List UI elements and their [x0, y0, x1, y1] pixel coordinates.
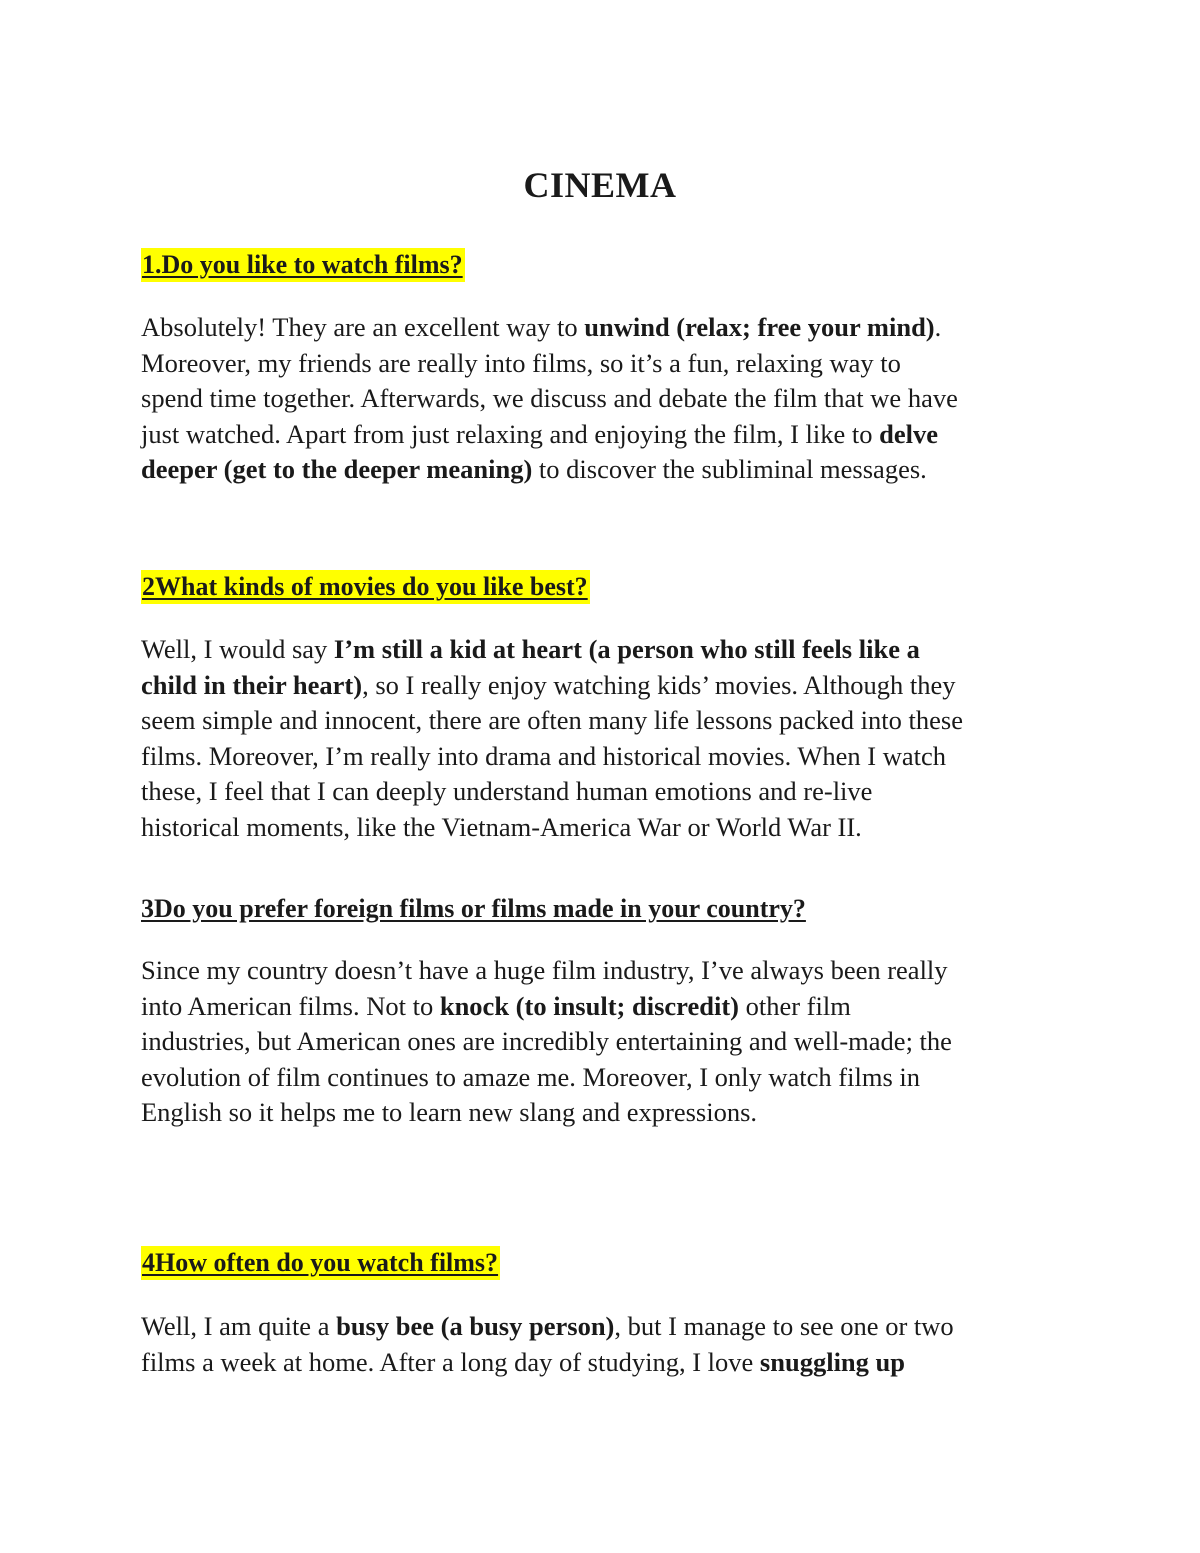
vocabulary-term: child in their heart): [141, 669, 363, 700]
answer-1-paragraph: [141, 310, 1071, 488]
answer-line: [141, 632, 1071, 668]
text-run: spend time together. Afterwards, we discuss and debate the film that we have: [141, 383, 958, 413]
text-run: historical moments, like the Vietnam-America War or World War II.: [141, 811, 862, 842]
text-run: Absolutely! They are an excellent way to: [141, 312, 585, 342]
text-run: seem simple and innocent, there are often many life lessons packed into these: [141, 705, 963, 735]
vocabulary-term: deeper (get to the deeper meaning): [141, 454, 533, 484]
answer-line: [141, 953, 1071, 989]
text-run: other film: [738, 990, 851, 1021]
answer-line: [141, 989, 1071, 1025]
question-1-heading: 1.Do you like to watch films?: [141, 248, 465, 282]
question-2-heading: 2What kinds of movies do you like best?: [141, 570, 590, 604]
answer-line: [141, 1345, 1071, 1381]
answer-line: [141, 381, 1071, 417]
text-run: evolution of film continues to amaze me. Moreover, I only watch films in: [141, 1061, 921, 1092]
text-run: Well, I would say: [141, 634, 334, 664]
answer-line: [141, 310, 1071, 346]
answer-4-paragraph: [141, 1309, 1071, 1380]
text-run: English so it helps me to learn new slang and expressions.: [141, 1097, 758, 1127]
answer-line: [141, 739, 1071, 775]
answer-line: [141, 452, 1071, 488]
text-run: .: [934, 312, 942, 342]
text-run: Well, I am quite a: [141, 1311, 337, 1341]
answer-line: [141, 417, 1071, 453]
answer-line: [141, 1309, 1071, 1345]
text-run: , so I really enjoy watching kids’ movies. Although they: [362, 669, 956, 700]
question-4-heading: 4How often do you watch films?: [141, 1246, 500, 1280]
answer-2-paragraph: [141, 632, 1071, 845]
answer-line: [141, 346, 1071, 382]
vocabulary-term: knock (to insult; discredit): [439, 990, 739, 1021]
vocabulary-term: unwind (relax; free your mind): [584, 312, 935, 342]
text-run: films. Moreover, I’m really into drama and historical movies. When I watch: [141, 740, 946, 771]
answer-line: [141, 1095, 1071, 1131]
vocabulary-term: snuggling up: [759, 1346, 906, 1377]
vocabulary-term: I’m still a kid at heart (a person who still feels like a: [333, 634, 920, 664]
vocabulary-term: busy bee (a busy person): [336, 1311, 615, 1341]
text-run: these, I feel that I can deeply understand human emotions and re-live: [141, 776, 873, 806]
text-run: Moreover, my friends are really into films, so it’s a fun, relaxing way to: [141, 347, 901, 378]
answer-line: [141, 668, 1071, 704]
answer-line: [141, 774, 1071, 810]
text-run: , but I manage to see one or two: [614, 1311, 954, 1341]
text-run: films a week at home. After a long day of studying, I love: [141, 1346, 760, 1377]
text-run: just watched. Apart from just relaxing and enjoying the film, I like to: [141, 418, 880, 449]
answer-line: [141, 1060, 1071, 1096]
answer-line: [141, 1024, 1071, 1060]
answer-line: [141, 703, 1071, 739]
text-run: Since my country doesn’t have a huge film industry, I’ve always been really: [141, 955, 948, 985]
question-3-heading: 3Do you prefer foreign films or films made in your country?: [141, 894, 806, 923]
text-run: industries, but American ones are incredibly entertaining and well-made; the: [141, 1026, 952, 1056]
page-title: CINEMA: [523, 165, 677, 205]
answer-3-paragraph: [141, 953, 1071, 1131]
vocabulary-term: delve: [879, 418, 939, 449]
answer-line: [141, 810, 1071, 846]
text-run: to discover the subliminal messages.: [532, 454, 927, 484]
text-run: into American films. Not to: [141, 990, 440, 1021]
